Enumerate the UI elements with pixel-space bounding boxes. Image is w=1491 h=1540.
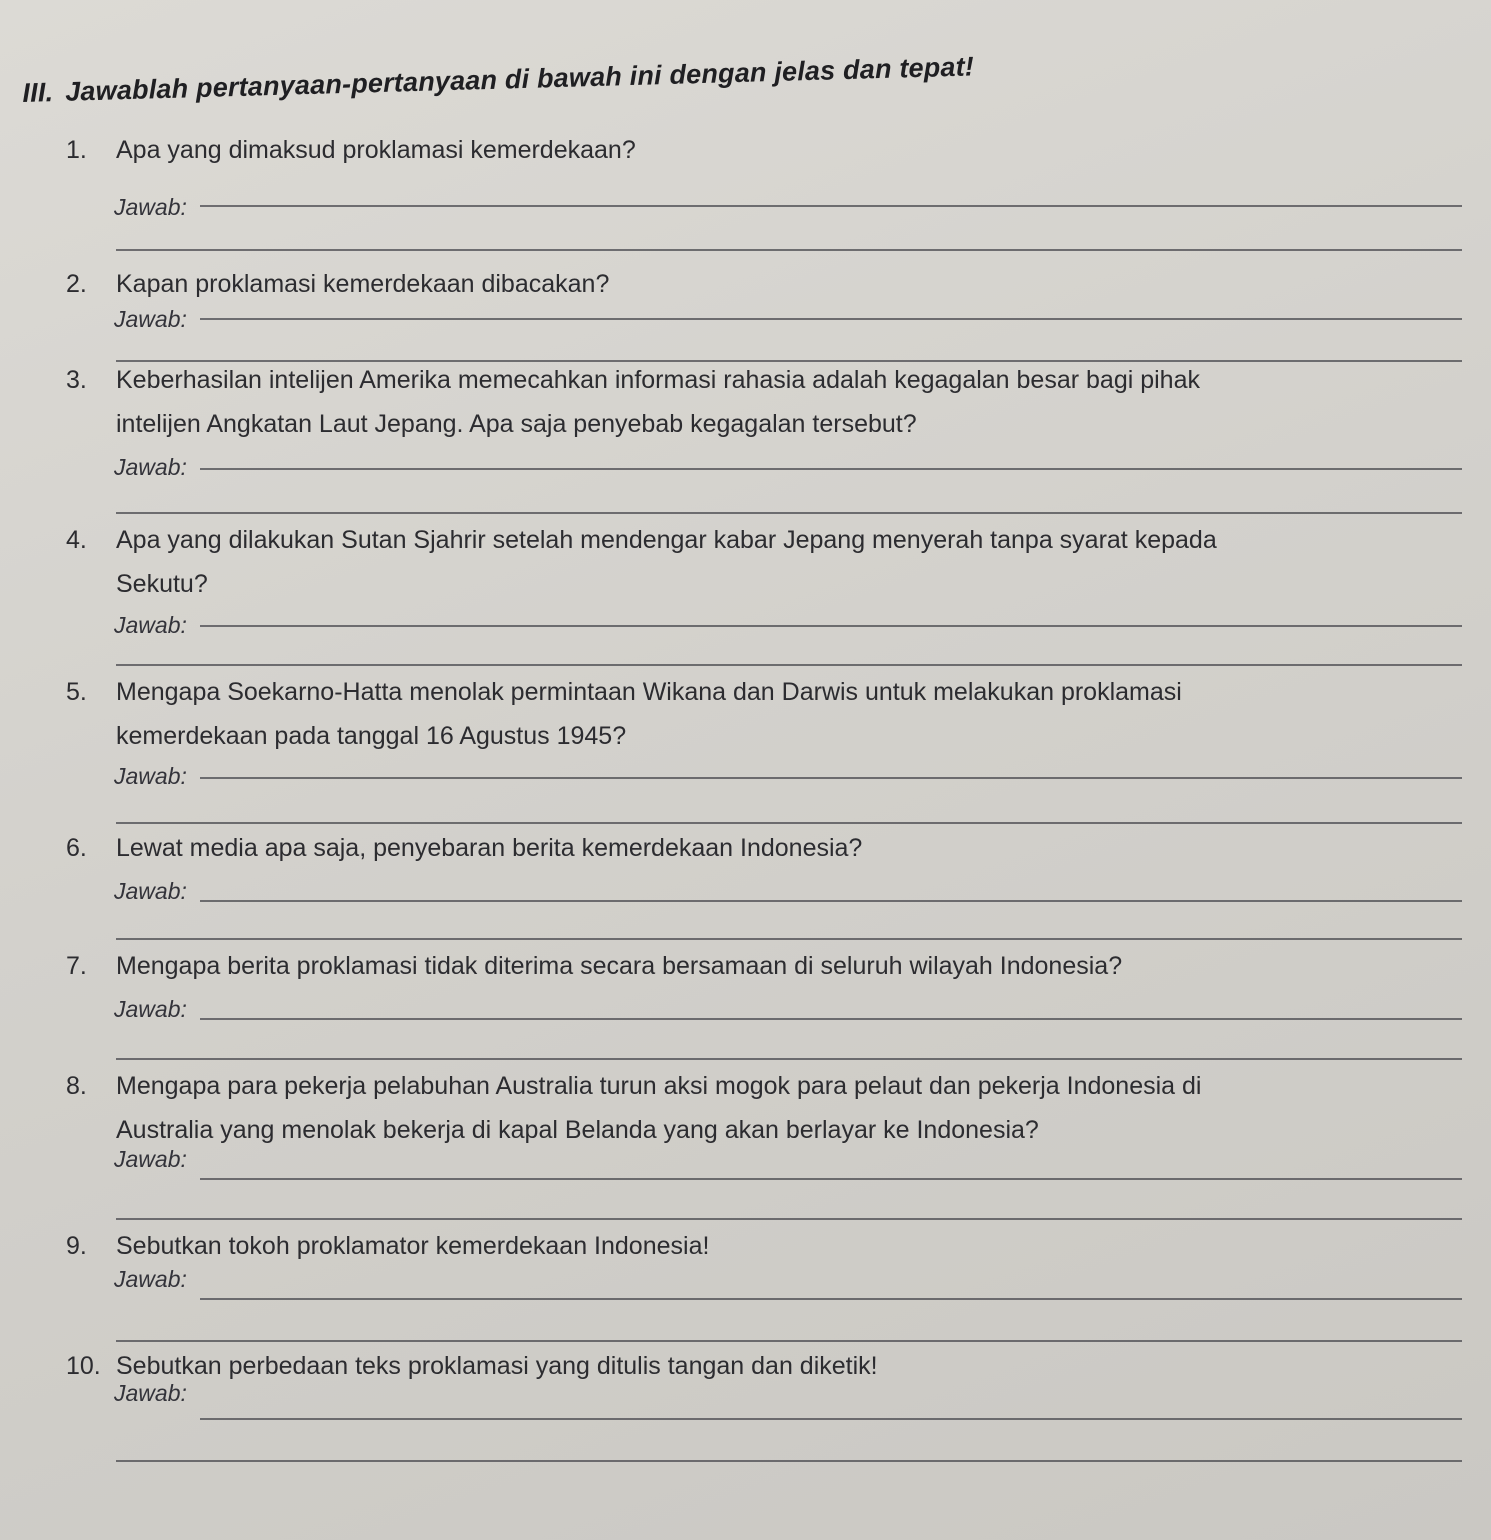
question-text [116,826,1466,870]
question-6 [66,826,1466,870]
answer-line[interactable] [200,625,1462,627]
answer-line[interactable] [200,1018,1462,1020]
question-7 [66,944,1466,988]
question-text [116,1224,1466,1268]
question-line: Apa yang dilakukan Sutan Sjahrir setelah mendengar kabar Jepang menyerah tanpa syarat kepada [116,526,1217,554]
question-9 [66,1224,1466,1268]
question-line: Sebutkan tokoh proklamator kemerdekaan Indonesia! [116,1232,710,1260]
answer-label: Jawab: [114,763,187,789]
question-line: Apa yang dimaksud proklamasi kemerdekaan? [116,136,636,164]
question-line: Australia yang menolak bekerja di kapal Belanda yang akan berlayar ke Indonesia? [116,1116,1039,1144]
answer-label: Jawab: [114,1146,187,1172]
question-line: intelijen Angkatan Laut Jepang. Apa saja penyebab kegagalan tersebut? [116,410,917,438]
answer-label: Jawab: [114,996,187,1022]
answer-line[interactable] [116,1460,1462,1462]
answer-line[interactable] [116,1340,1462,1342]
question-line: Sebutkan perbedaan teks proklamasi yang ditulis tangan dan diketik! [116,1352,878,1380]
question-number: 8. [66,1072,87,1100]
question-text [116,1064,1466,1152]
question-line: Mengapa Soekarno-Hatta menolak permintaan Wikana dan Darwis untuk melakukan proklamasi [116,678,1182,706]
question-line: Mengapa berita proklamasi tidak diterima secara bersamaan di seluruh wilayah Indonesia? [116,952,1123,980]
question-number: 7. [66,952,87,980]
question-number: 1. [66,136,87,164]
question-3 [66,358,1466,446]
question-8 [66,1064,1466,1152]
answer-line[interactable] [116,822,1462,824]
question-number: 3. [66,366,87,394]
answer-line[interactable] [200,900,1462,902]
question-number: 6. [66,834,87,862]
answer-line[interactable] [116,664,1462,666]
question-number: 5. [66,678,87,706]
question-line: Sekutu? [116,570,208,598]
answer-line[interactable] [116,249,1462,251]
answer-label: Jawab: [114,878,187,904]
question-4 [66,518,1466,606]
question-10 [66,1344,1466,1388]
section-heading [22,51,974,109]
answer-line[interactable] [200,1298,1462,1300]
question-line: Kapan proklamasi kemerdekaan dibacakan? [116,270,610,298]
question-line: Lewat media apa saja, penyebaran berita kemerdekaan Indonesia? [116,834,863,862]
answer-label: Jawab: [114,194,187,220]
section-instruction: Jawablah pertanyaan-pertanyaan di bawah ini dengan jelas dan tepat! [64,51,975,107]
question-number: 2. [66,270,87,298]
answer-line[interactable] [116,512,1462,514]
question-text [116,262,1466,306]
question-text [116,944,1466,988]
question-line: kemerdekaan pada tanggal 16 Agustus 1945? [116,722,627,750]
question-text [116,128,1466,172]
answer-label: Jawab: [114,1380,187,1406]
question-text [116,1344,1466,1388]
answer-label: Jawab: [114,454,187,480]
question-2 [66,262,1466,306]
question-line: Mengapa para pekerja pelabuhan Australia turun aksi mogok para pelaut dan pekerja Indonesia di [116,1072,1202,1100]
question-text [116,358,1466,446]
question-number: 9. [66,1232,87,1260]
answer-line[interactable] [200,1178,1462,1180]
answer-line[interactable] [200,205,1462,207]
answer-line[interactable] [200,468,1462,470]
question-text [116,670,1466,758]
section-number: III. [22,77,54,108]
question-1 [66,128,1466,172]
question-number: 4. [66,526,87,554]
answer-line[interactable] [200,1418,1462,1420]
answer-label: Jawab: [114,612,187,638]
answer-label: Jawab: [114,306,187,332]
question-line: Keberhasilan intelijen Amerika memecahkan informasi rahasia adalah kegagalan besar bagi pihak [116,366,1200,394]
answer-line[interactable] [200,777,1462,779]
question-number: 10. [66,1352,101,1380]
answer-line[interactable] [116,938,1462,940]
answer-line[interactable] [116,1058,1462,1060]
answer-label: Jawab: [114,1266,187,1292]
question-text [116,518,1466,606]
answer-line[interactable] [116,1218,1462,1220]
question-5 [66,670,1466,758]
answer-line[interactable] [200,318,1462,320]
